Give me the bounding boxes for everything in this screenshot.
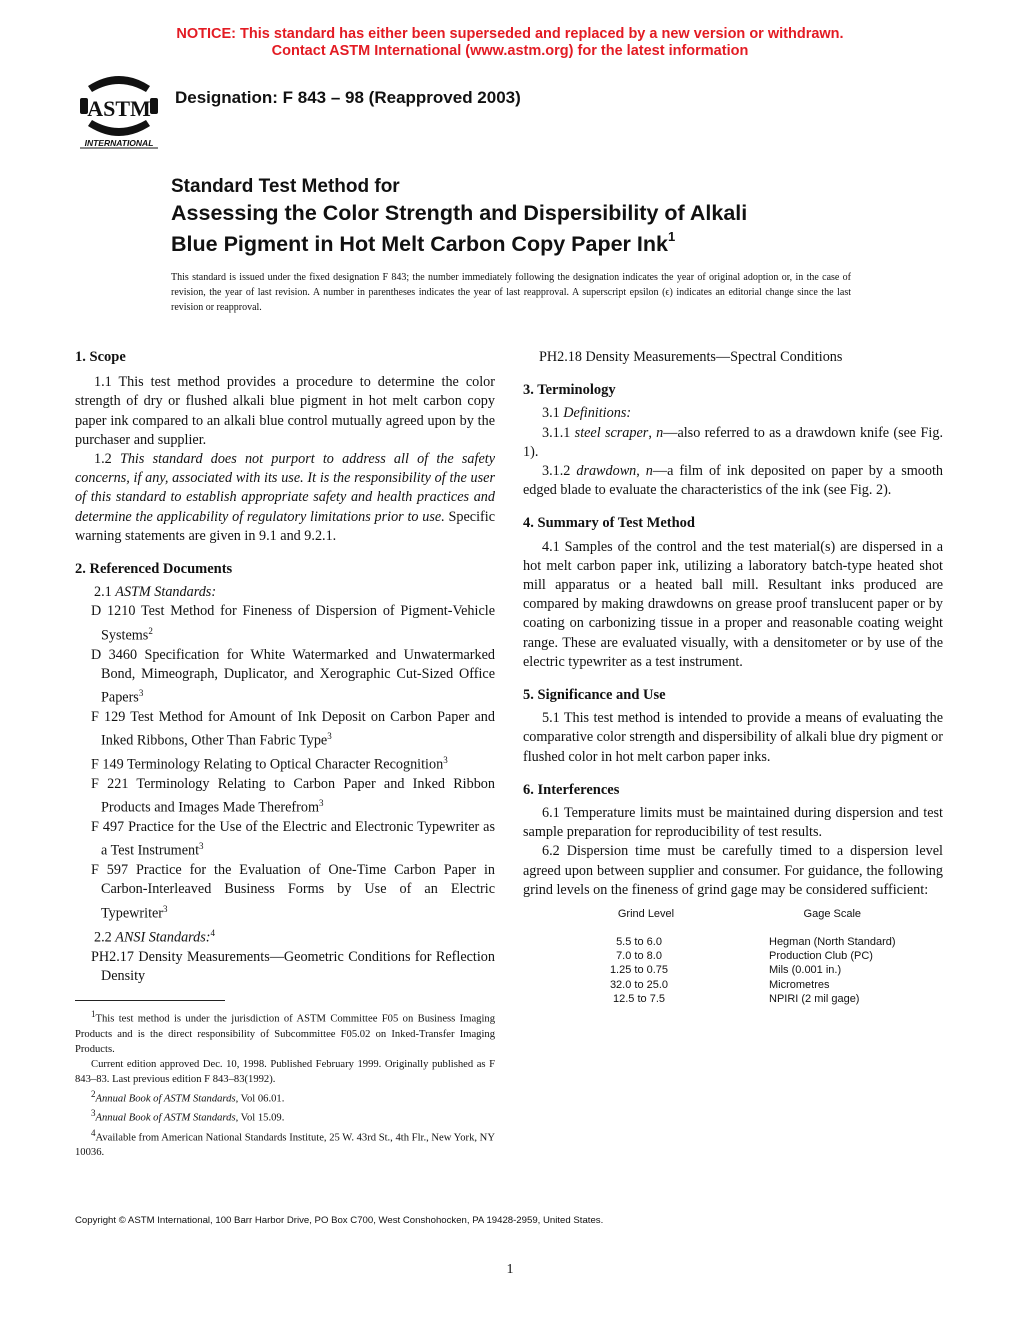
- fn1-mark: 1: [91, 1008, 96, 1019]
- copyright-notice: Copyright © ASTM International, 100 Barr Harbor Drive, PO Box C700, West Conshohocken, PA 19428-2959, United States.: [75, 1215, 604, 1226]
- fn4-text: Available from American National Standards Institute, 25 W. 43rd St., 4th Flr., New York, NY 10036.: [75, 1132, 495, 1159]
- title-block: [171, 176, 871, 257]
- def-num: 3.1: [542, 405, 564, 422]
- t311-pos: n: [656, 424, 664, 441]
- fn3-tail: , Vol 15.09.: [235, 1112, 285, 1124]
- ref-item: [75, 861, 495, 923]
- col-grind-level: Grind Level: [617, 908, 675, 921]
- t312-text: —a film of ink deposited on paper by a smooth edged blade to evaluate the characteristics of the ink (see Fig. 2).: [523, 463, 943, 499]
- footnote-4: [75, 1126, 495, 1161]
- ansi-num: 2.2: [94, 929, 116, 946]
- cell-scale: Production Club (PC): [769, 950, 873, 963]
- footnote-edition: Current edition approved Dec. 10, 1998. Published February 1999. Originally published as F 843–83. Last previous edition F 843–83(1992).: [75, 1058, 495, 1085]
- table-row: [523, 949, 896, 963]
- fn1-text: This test method is under the jurisdiction of ASTM Committee F05 on Business Imaging Products and is the direct responsibility of Subcommittee F05.02 on Inked-Transfer Imaging Products.: [75, 1013, 495, 1055]
- ref-sup: 3: [327, 731, 332, 742]
- ref-ph2-17: PH2.17 Density Measurements—Geometric Conditions for Reflection Density: [91, 948, 495, 984]
- definitions-label: [523, 404, 943, 423]
- cell-scale: Micrometres: [769, 978, 830, 991]
- cell-level: 1.25 to 0.75: [609, 964, 669, 977]
- table-header-row: [523, 906, 896, 935]
- title-line-1: Assessing the Color Strength and Dispersibility of Alkali: [171, 201, 748, 225]
- designation: Designation: F 843 – 98 (Reapproved 2003): [175, 88, 521, 107]
- term-3-1-1: 3.1.1 steel scraper, n—also referred to as a drawdown knife (see Fig. 1).: [523, 424, 943, 460]
- section-refdocs-heading: 2. Referenced Documents: [75, 561, 233, 578]
- fn3-italic: Annual Book of ASTM Standards: [95, 1112, 236, 1124]
- section-summary-heading: 4. Summary of Test Method: [523, 515, 695, 532]
- scope-1-2-num: 1.2: [94, 451, 120, 468]
- fn4-mark: 4: [91, 1127, 96, 1138]
- page-number: 1: [506, 1262, 514, 1277]
- footnote-rule: [75, 1000, 225, 1001]
- logo-letters: ASTM: [87, 96, 151, 121]
- withdrawal-notice: [0, 26, 1020, 60]
- table-row: [523, 935, 896, 949]
- astm-standards-label: [75, 583, 495, 602]
- title-footnote-mark: 1: [667, 229, 676, 244]
- ref-sup: 3: [199, 841, 204, 852]
- section-terminology-heading: 3. Terminology: [523, 382, 616, 399]
- section-significance-heading: 5. Significance and Use: [523, 687, 666, 704]
- logo-subtext: INTERNATIONAL: [84, 138, 154, 148]
- table-row: [523, 992, 896, 1006]
- cell-level: 12.5 to 7.5: [613, 992, 665, 1005]
- fn2-tail: , Vol 06.01.: [235, 1093, 285, 1105]
- ref-sup: 3: [163, 903, 168, 914]
- table-row: [523, 978, 896, 992]
- scope-1-1: 1.1 This test method provides a procedure to determine the color strength of dry or flushed alkali blue pigment in hot melt carbon copy paper ink compared to an alkali blue control mutually agreed upon by the purchaser and supplier.: [75, 374, 495, 448]
- ref-item: [75, 646, 495, 708]
- footnote-3: [75, 1106, 495, 1126]
- significance-5-1: 5.1 This test method is intended to provide a means of evaluating the comparative color strength and dispersibility of alkali blue dry pigment or flushed color in hot melt carbon paper inks.: [523, 710, 943, 765]
- ref-item: [75, 818, 495, 861]
- title-line-2: Blue Pigment in Hot Melt Carbon Copy Paper Ink: [171, 232, 668, 257]
- summary-4-1: 4.1 Samples of the control and the test material(s) are dispersed in a hot melt carbon paper ink, utilizing a laboratory batch-type heated shot mill apparatus or a heated ball mill. Resultant inks produced are compared by making drawdowns on grease proof translucent paper or by coating on carbonizing tissue in a proper and reasonable coating weight range. These are evaluated visually, with a densitometer or by use of the electric typewriter as a test instrument.: [523, 538, 943, 670]
- ansi-sup: 4: [210, 927, 216, 938]
- astm-logo: [74, 72, 164, 152]
- footnote-1: [75, 1007, 495, 1057]
- ref-text: D 1210 Test Method for Fineness of Dispersion of Pigment-Vehicle Systems: [91, 603, 495, 644]
- fn2-italic: Annual Book of ASTM Standards: [95, 1093, 236, 1105]
- ref-text: F 129 Test Method for Amount of Ink Deposit on Carbon Paper and Inked Ribbons, Other Than Fabric Type: [91, 708, 495, 749]
- ref-sup: 3: [443, 755, 448, 766]
- title-prefix: Standard Test Method for: [171, 176, 400, 197]
- left-column: [75, 348, 495, 1160]
- t311-num: 3.1.1: [542, 424, 575, 441]
- notice-line-1: NOTICE: This standard has either been superseded and replaced by a new version or withdrawn.: [176, 26, 844, 42]
- ansi-standards-label: [75, 924, 495, 948]
- scope-1-2-safety: This standard does not purport to address all of the safety concerns, if any, associated with its use. It is the responsibility of the user of this standard to establish appropriate safety and health practices and determine the applicability of regulatory limitations prior to use.: [75, 451, 495, 525]
- ref-item: [75, 602, 495, 645]
- ref-sup: 2: [148, 625, 153, 636]
- ref-item: [75, 751, 495, 775]
- fn3-mark: 3: [91, 1108, 96, 1119]
- ref-text: F 221 Terminology Relating to Carbon Paper and Inked Ribbon Products and Images Made Therefrom: [91, 776, 495, 816]
- cell-level: 32.0 to 25.0: [609, 978, 669, 991]
- fn2-mark: 2: [91, 1088, 96, 1099]
- def-label: Definitions:: [563, 405, 632, 422]
- cell-scale: Mils (0.001 in.): [769, 964, 842, 977]
- ref-text: F 497 Practice for the Use of the Electric and Electronic Typewriter as a Test Instrument: [91, 819, 495, 860]
- cell-scale: NPIRI (2 mil gage): [769, 992, 860, 1005]
- table-row: [523, 963, 896, 977]
- title-main: [171, 200, 871, 257]
- ref-item: [75, 708, 495, 751]
- ref-text: F 149 Terminology Relating to Optical Character Recognition: [91, 756, 444, 773]
- t312-num: 3.1.2: [542, 463, 577, 480]
- section-interferences-heading: 6. Interferences: [523, 781, 620, 798]
- astm-num: 2.1: [94, 584, 116, 601]
- standard-note: This standard is issued under the fixed designation F 843; the number immediately following the designation indicates the year of original adoption or, in the case of revision, the year of last revision. A number in parentheses indicates the year of last reapproval. A superscript epsilon (ϵ) indicates an editorial change since the last revision or reapproval.: [171, 272, 851, 313]
- t312-pos: n: [645, 463, 653, 480]
- term-3-1-2: 3.1.2 drawdown, n—a film of ink deposited on paper by a smooth edged blade to evaluate the characteristics of the ink (see Fig. 2).: [523, 463, 943, 499]
- notice-line-2: Contact ASTM International (www.astm.org) for the latest information: [271, 43, 749, 59]
- cell-level: 7.0 to 8.0: [616, 950, 662, 963]
- section-scope-heading: 1. Scope: [75, 349, 126, 365]
- ref-item: [75, 775, 495, 818]
- interferences-6-1: 6.1 Temperature limits must be maintained during dispersion and test sample preparation for reproducibility of test results.: [523, 805, 943, 841]
- ref-sup: 3: [319, 798, 324, 809]
- grind-level-table: [523, 906, 896, 1006]
- ansi-label: ANSI Standards:: [115, 929, 211, 946]
- cell-scale: Hegman (North Standard): [769, 936, 896, 949]
- scope-1-2-tail: Specific warning statements are given in 9.1 and 9.2.1.: [75, 508, 496, 544]
- astm-label: ASTM Standards:: [115, 584, 217, 601]
- ref-sup: 3: [138, 687, 144, 698]
- ref-text: D 3460 Specification for White Watermarked and Unwatermarked Bond, Mimeograph, Duplicator, and Xerographic Cut-Sized Office Papers: [91, 646, 495, 706]
- ref-text: F 597 Practice for the Evaluation of One-Time Carbon Paper in Carbon-Interleaved Business Forms by Use of an Electric Typewriter: [91, 862, 495, 922]
- right-column: [523, 348, 943, 1006]
- t311-text: —also referred to as a drawdown knife (see Fig. 1).: [523, 424, 943, 460]
- interferences-6-2: 6.2 Dispersion time must be carefully timed to a dispersion level agreed upon between supplier and consumer. For guidance, the following grind levels on the fineness of grind gage may be considered sufficient:: [523, 843, 943, 898]
- t312-term: drawdown: [576, 463, 637, 480]
- footnotes: [75, 1007, 495, 1160]
- t311-term: steel scraper: [574, 424, 649, 441]
- footnote-2: [75, 1087, 495, 1107]
- col-gage-scale: Gage Scale: [803, 908, 862, 921]
- scope-1-2: [75, 450, 495, 546]
- cell-level: 5.5 to 6.0: [616, 936, 662, 949]
- ref-ph2-18: PH2.18 Density Measurements—Spectral Conditions: [539, 349, 843, 365]
